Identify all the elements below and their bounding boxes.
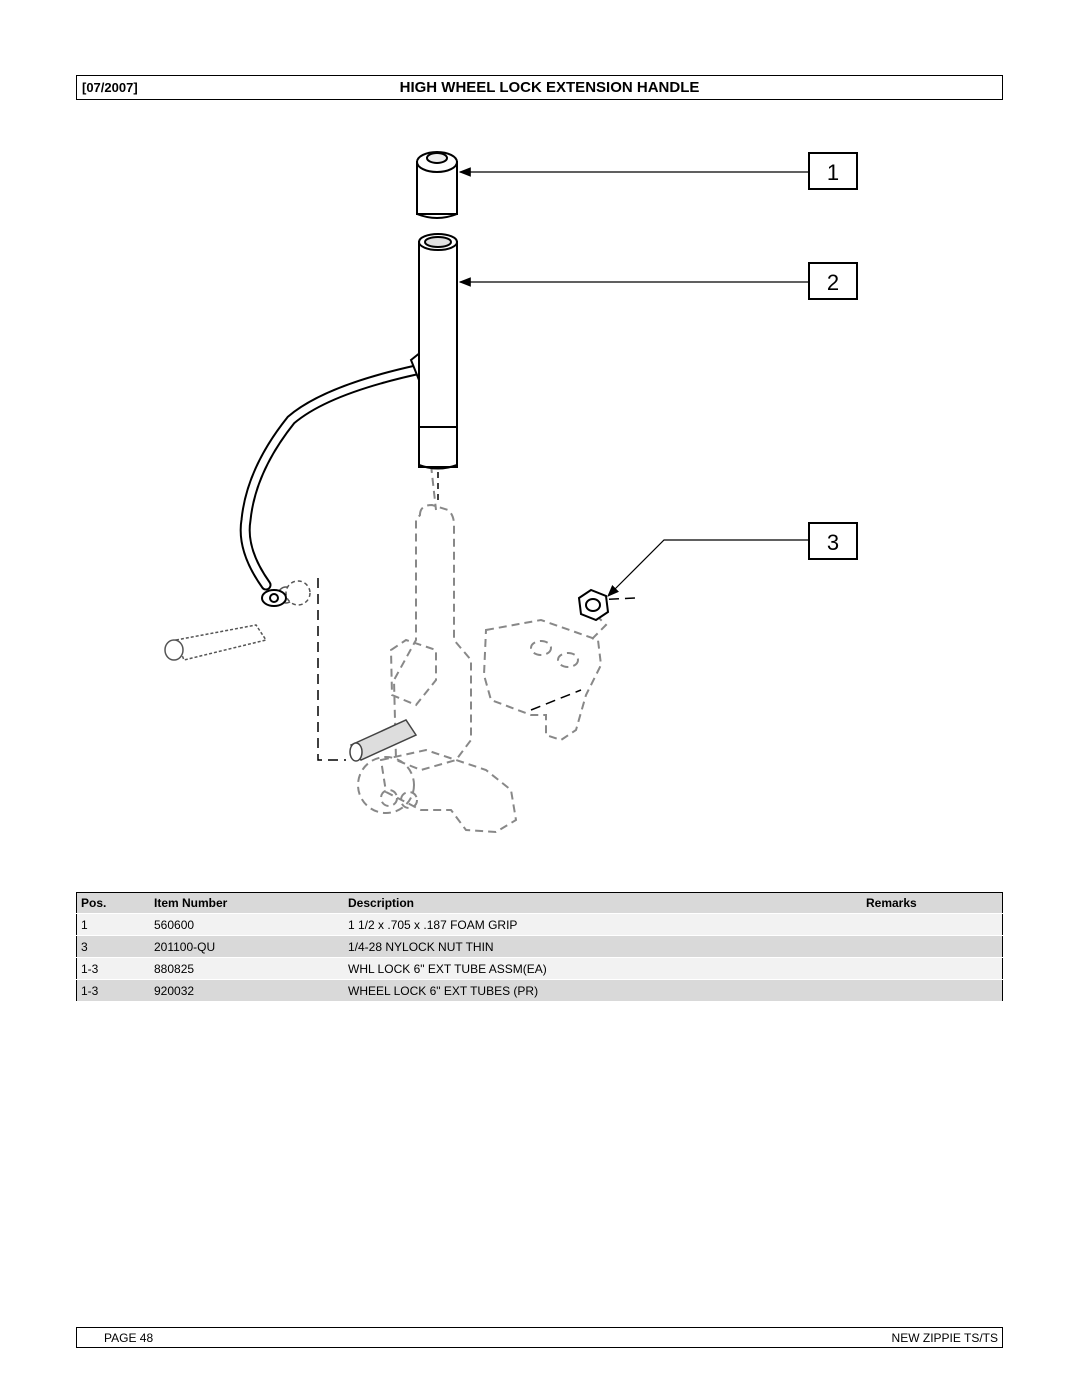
- page-footer: [76, 1327, 1003, 1348]
- cell-pos: 1: [77, 914, 151, 936]
- col-header-item-number: Item Number: [150, 893, 344, 914]
- knurled-shaft: [350, 720, 416, 761]
- callout-box-1: [809, 153, 857, 189]
- callout-box-3: [809, 523, 857, 559]
- cell-item-number: 560600: [150, 914, 344, 936]
- cell-item-number: 201100-QU: [150, 936, 344, 958]
- cell-description: 1/4-28 NYLOCK NUT THIN: [344, 936, 862, 958]
- extension-tube-part: [419, 234, 457, 505]
- table-row: [77, 980, 1003, 1002]
- cell-item-number: 920032: [150, 980, 344, 1002]
- cell-remarks: [862, 980, 1003, 1002]
- cell-remarks: [862, 936, 1003, 958]
- cell-item-number: 880825: [150, 958, 344, 980]
- wheel-lock-assembly-ghost: [358, 465, 606, 832]
- cell-description: 1 1/2 x .705 x .187 FOAM GRIP: [344, 914, 862, 936]
- foam-grip-part: [417, 152, 457, 218]
- parts-table: [76, 892, 1003, 1002]
- cell-remarks: [862, 914, 1003, 936]
- page-title: HIGH WHEEL LOCK EXTENSION HANDLE: [399, 79, 700, 96]
- cell-pos: 1-3: [77, 958, 151, 980]
- col-header-description: Description: [344, 893, 862, 914]
- parts-table-header-row: [77, 893, 1003, 914]
- table-row: [77, 936, 1003, 958]
- cell-description: WHL LOCK 6" EXT TUBE ASSM(EA): [344, 958, 862, 980]
- nylock-nut-part: [579, 590, 608, 620]
- page-header: [76, 75, 1003, 100]
- callout-label-2: 2: [826, 270, 840, 295]
- revision-date: [07/2007]: [82, 80, 138, 95]
- extension-rod: [245, 348, 438, 606]
- cell-description: WHEEL LOCK 6" EXT TUBES (PR): [344, 980, 862, 1002]
- callout-label-3: 3: [826, 530, 840, 555]
- bolt-part: [165, 581, 310, 660]
- callout-label-1: 1: [826, 160, 840, 185]
- exploded-parts-diagram: [76, 120, 1003, 870]
- callout-box-2: [809, 263, 857, 299]
- cell-remarks: [862, 958, 1003, 980]
- page-number: PAGE 48: [104, 1331, 154, 1345]
- table-row: [77, 914, 1003, 936]
- cell-pos: 1-3: [77, 980, 151, 1002]
- table-row: [77, 958, 1003, 980]
- product-model: NEW ZIPPIE TS/TS: [891, 1331, 998, 1345]
- col-header-pos: Pos.: [77, 893, 151, 914]
- col-header-remarks: Remarks: [862, 893, 1003, 914]
- cell-pos: 3: [77, 936, 151, 958]
- callout-leaders: [460, 172, 808, 596]
